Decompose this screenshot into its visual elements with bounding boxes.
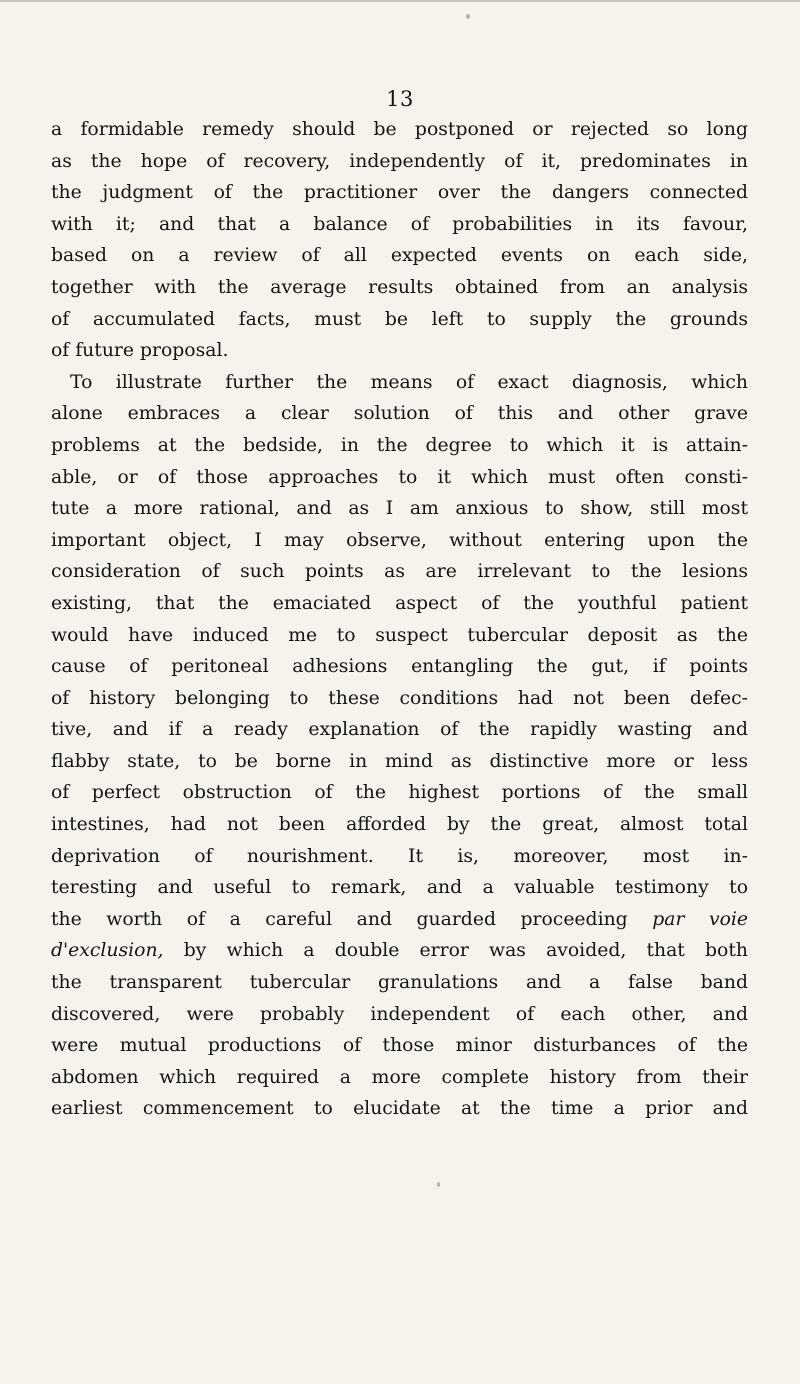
text-line: with it; and that a balance of probabilities in its favour, bbox=[51, 213, 748, 235]
text-line: alone embraces a clear solution of this and other grave bbox=[51, 403, 748, 425]
paper-speck bbox=[466, 14, 470, 19]
text-line: were mutual productions of those minor disturbances of the bbox=[51, 1035, 748, 1057]
body-text bbox=[51, 114, 748, 1125]
text-segment: by which a double error was avoided, that both bbox=[183, 940, 748, 962]
text-line: intestines, had not been afforded by the great, almost total bbox=[51, 814, 748, 836]
text-line: able, or of those approaches to it which must often consti- bbox=[51, 466, 748, 488]
text-line: a formidable remedy should be postponed or rejected so long bbox=[51, 119, 748, 140]
italic-phrase: d'exclusion, bbox=[51, 940, 164, 962]
text-line: based on a review of all expected events on each side, bbox=[51, 245, 748, 267]
text-line: tute a more rational, and as I am anxious to show, still most bbox=[51, 498, 748, 520]
text-line: tive, and if a ready explanation of the rapidly wasting and bbox=[51, 719, 748, 741]
text-line: flabby state, to be borne in mind as distinctive more or less bbox=[51, 750, 748, 772]
text-line: teresting and useful to remark, and a valuable testimony to bbox=[51, 877, 748, 899]
paper-speck bbox=[437, 1182, 440, 1187]
text-line: problems at the bedside, in the degree to which it is attain- bbox=[51, 434, 748, 456]
text-line: the transparent tubercular granulations and a false band bbox=[51, 972, 748, 994]
text-line: existing, that the emaciated aspect of the youthful patient bbox=[51, 592, 748, 614]
text-line: of future proposal. bbox=[51, 340, 229, 362]
text-line bbox=[51, 935, 748, 967]
text-line: of history belonging to these conditions had not been defec- bbox=[51, 687, 748, 709]
text-line: as the hope of recovery, independently of it, predominates in bbox=[51, 150, 748, 172]
text-line: the judgment of the practitioner over the dangers connected bbox=[51, 182, 748, 204]
page-number: 13 bbox=[386, 87, 414, 111]
text-line: cause of peritoneal adhesions entangling the gut, if points bbox=[51, 656, 748, 678]
text-line: earliest commencement to elucidate at the time a prior and bbox=[51, 1098, 748, 1120]
text-line: To illustrate further the means of exact diagnosis, which bbox=[70, 371, 748, 393]
text-line: important object, I may observe, without entering upon the bbox=[51, 529, 748, 551]
text-line: discovered, were probably independent of each other, and bbox=[51, 1003, 748, 1025]
text-line bbox=[51, 904, 748, 936]
text-line: together with the average results obtained from an analysis bbox=[51, 276, 748, 298]
text-line: deprivation of nourishment. It is, moreover, most in- bbox=[51, 845, 748, 867]
text-line: of perfect obstruction of the highest portions of the small bbox=[51, 782, 748, 804]
text-line: abdomen which required a more complete history from their bbox=[51, 1066, 748, 1088]
italic-phrase: par voie bbox=[652, 908, 748, 930]
text-line: of accumulated facts, must be left to supply the grounds bbox=[51, 308, 748, 330]
text-segment: the worth of a careful and guarded proceeding bbox=[51, 908, 628, 930]
scan-top-edge bbox=[0, 0, 800, 2]
text-line: consideration of such points as are irrelevant to the lesions bbox=[51, 561, 748, 583]
text-line: would have induced me to suspect tubercular deposit as the bbox=[51, 624, 748, 646]
